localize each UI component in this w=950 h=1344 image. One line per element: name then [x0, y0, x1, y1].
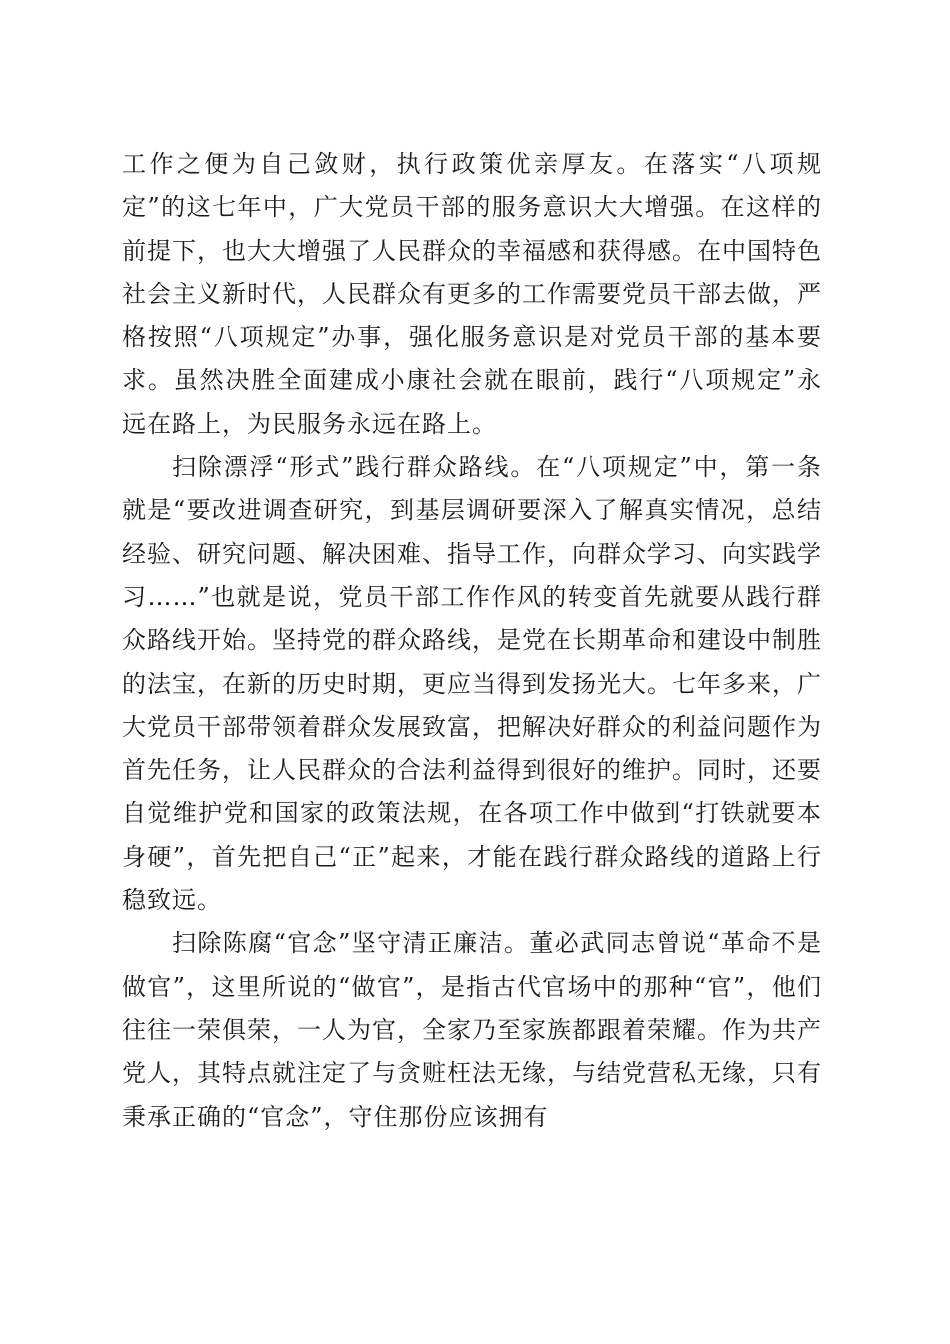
paragraph-integrity: 扫除陈腐“官念”坚守清正廉洁。董必武同志曾说“革命不是做官”，这里所说的“做官”，是指古代官场中的那种“官”，他们往往一荣俱荣，一人为官，全家乃至家族都跟着荣耀。作为共产党人，其特点就注定了与贪赃枉法无缘，与结党营私无缘，只有秉承正确的“官念”，守住那份应该拥有 [122, 929, 822, 1131]
document-body [122, 143, 822, 1139]
paragraph-mass-line: 扫除漂浮“形式”践行群众路线。在“八项规定”中，第一条就是“要改进调查研究，到基层调研要深入了解真实情况，总结经验、研究问题、解决困难、指导工作，向群众学习、向实践学习……”也就是说，党员干部工作作风的转变首先就要从践行群众路线开始。坚持党的群众路线，是党在长期革命和建设中制胜的法宝，在新的历史时期，更应当得到发扬光大。七年多来，广大党员干部带领着群众发展致富，把解决好群众的利益问题作为首先任务，让人民群众的合法利益得到很好的维护。同时，还要自觉维护党和国家的政策法规，在各项工作中做到“打铁就要本身硬”，首先把自己“正”起来，才能在践行群众路线的道路上行稳致远。 [122, 453, 822, 915]
paragraph-continuation: 工作之便为自己敛财，执行政策优亲厚友。在落实“八项规定”的这七年中，广大党员干部的服务意识大大增强。在这样的前提下，也大大增强了人民群众的幸福感和获得感。在中国特色社会主义新时代，人民群众有更多的工作需要党员干部去做，严格按照“八项规定”办事，强化服务意识是对党员干部的基本要求。虽然决胜全面建成小康社会就在眼前，践行“八项规定”永远在路上，为民服务永远在路上。 [122, 150, 822, 438]
